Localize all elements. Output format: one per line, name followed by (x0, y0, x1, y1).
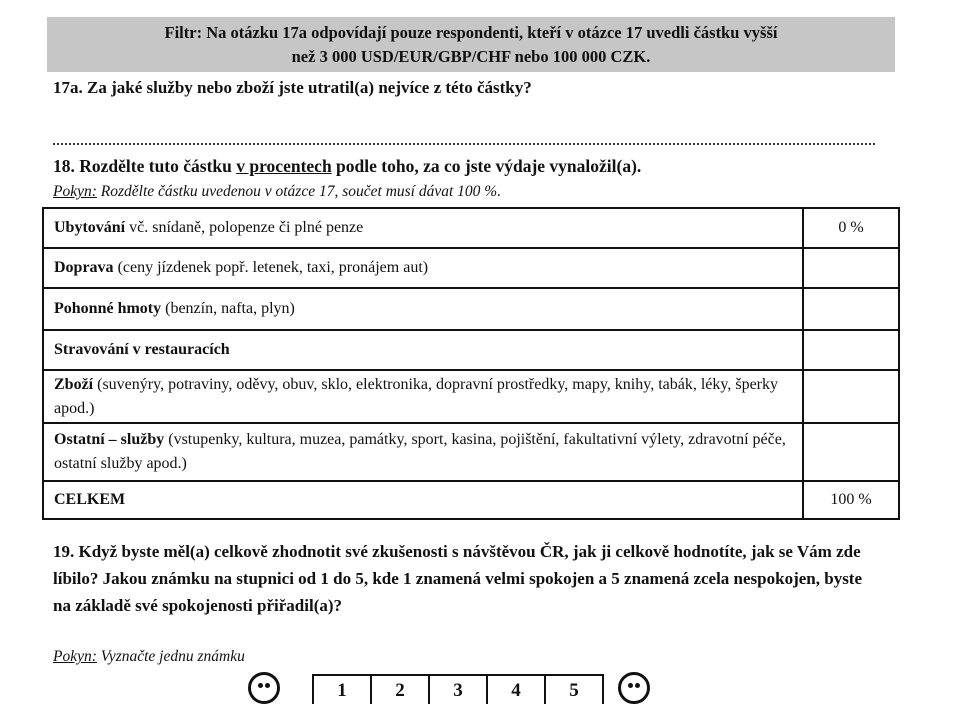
hint-text: Rozdělte částku uvedenou v otázce 17, součet musí dávat 100 %. (96, 183, 502, 200)
expenses-table (42, 207, 900, 520)
percent-cell[interactable] (803, 288, 899, 330)
table-row (43, 330, 899, 370)
grade-option-2[interactable]: 2 (372, 676, 430, 704)
percent-cell[interactable] (803, 370, 899, 423)
percent-cell[interactable] (803, 423, 899, 481)
row-label (43, 370, 803, 423)
category-name: Doprava (54, 259, 114, 276)
table-row-total (43, 481, 899, 519)
category-detail: (benzín, nafta, plyn) (161, 300, 295, 317)
category-detail: (vstupenky, kultura, muzea, památky, sport, kasina, pojištění, fakultativní výlety, zdravotní péče, ostatní služby apod.) (54, 431, 786, 472)
question-18-hint (53, 183, 501, 201)
rating-scale (248, 670, 650, 704)
category-detail: vč. snídaně, polopenze či plné penze (125, 219, 364, 236)
question-19-hint (53, 648, 245, 666)
question-17a: 17a. Za jaké služby nebo zboží jste utratil(a) nejvíce z této částky? (53, 78, 532, 97)
grade-boxes (312, 674, 604, 704)
category-name: Pohonné hmoty (54, 300, 162, 317)
sad-face-icon (618, 672, 650, 704)
grade-option-5[interactable]: 5 (569, 680, 579, 701)
category-name: Zboží (54, 375, 94, 393)
table-row (43, 370, 899, 423)
row-label (43, 423, 803, 481)
category-name: CELKEM (54, 491, 126, 508)
table-row (43, 208, 899, 248)
grade-option-1[interactable]: 1 (314, 676, 372, 704)
table-row (43, 248, 899, 288)
category-detail: (suvenýry, potraviny, oděvy, obuv, sklo, elektronika, dopravní prostředky, mapy, knihy, tabák, léky, šperky apod.) (54, 375, 779, 417)
row-label (43, 481, 803, 519)
grade-option-3[interactable]: 3 (430, 676, 488, 704)
row-label (43, 248, 803, 288)
total-percent-cell: 100 % (803, 481, 899, 519)
grade-option-4[interactable]: 4 (488, 676, 546, 704)
answer-dotted-line[interactable] (53, 143, 875, 145)
question-18 (53, 156, 641, 177)
smiley-face-icon (248, 672, 280, 704)
percent-cell[interactable]: 0 % (803, 208, 899, 248)
row-label (43, 288, 803, 330)
table-row (43, 423, 899, 481)
category-name: Ubytování (54, 219, 126, 236)
question-18-text-end: podle toho, za co jste výdaje vynaložil(a). (331, 156, 642, 176)
category-name: Ostatní – služby (54, 431, 165, 448)
hint-label: Pokyn: (53, 183, 97, 200)
percent-cell[interactable] (803, 330, 899, 370)
category-detail: (ceny jízdenek popř. letenek, taxi, pronájem aut) (113, 259, 429, 276)
hint-text: Vyznačte jednu známku (96, 648, 245, 665)
filter-line-1: Filtr: Na otázku 17a odpovídají pouze respondenti, kteří v otázce 17 uvedli částku vyšší (164, 23, 778, 42)
question-19: 19. Když byste měl(a) celkově zhodnotit své zkušenosti s návštěvou ČR, jak ji celkově hodnotíte, jak se Vám zde líbilo? Jakou známku na stupnici od 1 do 5, kde 1 znamená velmi spokojen a 5 znamená zcela nespokojen, byste na základě své spokojenosti přiřadil(a)? (53, 542, 863, 615)
row-label (43, 330, 803, 370)
percent-cell[interactable] (803, 248, 899, 288)
filter-note (47, 17, 895, 72)
filter-line-2: než 3 000 USD/EUR/GBP/CHF nebo 100 000 CZK. (291, 47, 651, 66)
row-label (43, 208, 803, 248)
table-row (43, 288, 899, 330)
hint-label: Pokyn: (53, 648, 97, 665)
question-18-underlined: v procentech (236, 156, 332, 176)
question-18-text-start: 18. Rozdělte tuto částku (53, 156, 237, 176)
category-name: Stravování v restauracích (54, 341, 230, 358)
